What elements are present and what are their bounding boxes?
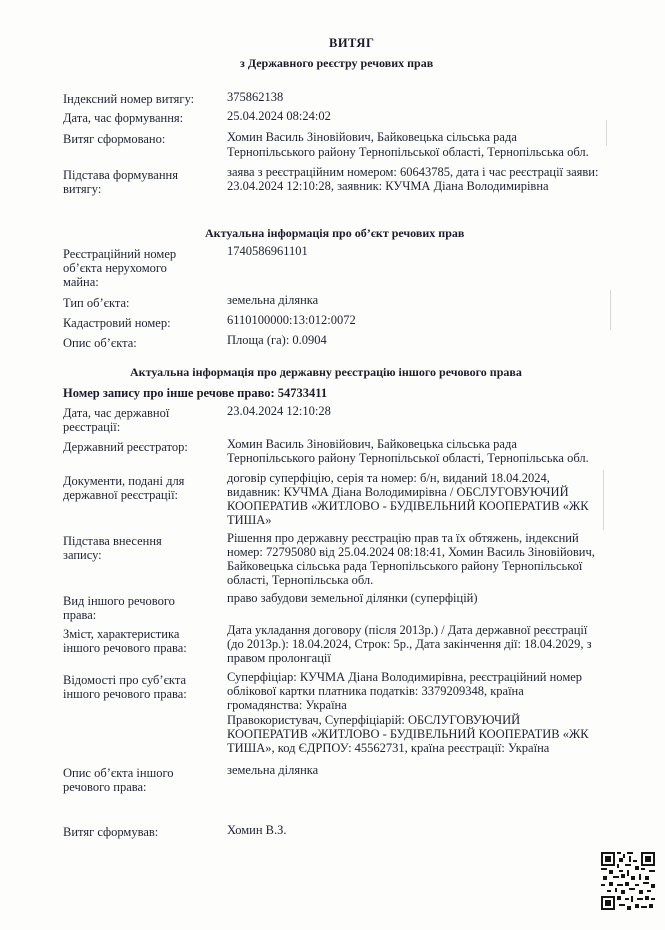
object-desc-value: земельна ділянка (227, 763, 319, 777)
content-label: Зміст, характеристика (63, 627, 180, 641)
index-value: 375862138 (227, 90, 284, 104)
content-line: правом пролонгації (227, 651, 331, 665)
right-type-value: право забудови земельної ділянки (суперфіцій) (227, 591, 478, 605)
reg-number-value: 1740586961101 (227, 244, 308, 258)
reg-datetime-label: реєстрації: (63, 420, 121, 434)
documents-label: Документи, подані для (63, 474, 185, 488)
entry-basis-line: Рішення про державну реєстрацію прав та їх обтяжень, індексний (227, 531, 579, 545)
subjects-label: іншого речового права: (63, 687, 187, 701)
content-line: (до 2013р.): 18.04.2024, Строк: 5р., Дата закінчення дії: 18.04.2029, з (227, 637, 592, 651)
documents-line: ТИША» (227, 513, 272, 527)
subject-line: Правокористувач, Суперфіціарій: ОБСЛУГОВУЮЧИЙ (227, 713, 521, 727)
scan-mark (606, 120, 607, 146)
document-subtitle: з Державного реєстру речових прав (240, 56, 434, 70)
object-section-heading: Актуальна інформація про об’єкт речових прав (205, 226, 465, 240)
subject-line: КООПЕРАТИВ «ЖИТЛОВО - БУДІВЕЛЬНИЙ КООПЕРАТИВ «ЖК (227, 727, 589, 741)
documents-line: КООПЕРАТИВ «ЖИТЛОВО - БУДІВЕЛЬНИЙ КООПЕРАТИВ «ЖК (227, 499, 589, 513)
description-value: Площа (га): 0.0904 (227, 333, 327, 347)
qr-code (601, 852, 655, 910)
reg-number-label: майна: (63, 275, 99, 289)
subject-line: облікової картки платника податків: 3379209348, країна (227, 684, 524, 698)
content-label: іншого речового права: (63, 641, 187, 655)
description-label: Опис об’єкта: (63, 336, 137, 350)
basis-label: витягу: (63, 182, 102, 196)
type-label: Тип об’єкта: (63, 296, 130, 310)
subjects-label: Відомості про суб’єкта (63, 673, 187, 687)
reg-number-label: Реєстраційний номер (63, 247, 177, 261)
scan-mark (603, 470, 604, 530)
entry-basis-line: Байковецька сільська рада Тернопільського району Тернопільської (227, 559, 583, 573)
basis-line: заява з реєстраційним номером: 60643785, дата і час реєстрації заяви: (227, 165, 599, 179)
cadastral-value: 6110100000:13:012:0072 (227, 313, 356, 327)
right-type-label: Вид іншого речового (63, 594, 175, 608)
document-title: ВИТЯГ (329, 36, 375, 50)
formed-by-footer-label: Витяг сформував: (63, 825, 159, 839)
formed-by-label: Витяг сформовано: (63, 132, 166, 146)
right-type-label: права: (63, 608, 97, 622)
entry-basis-label: Підстава внесення (63, 534, 162, 548)
documents-line: договір суперфіцію, серія та номер: б/н, виданий 18.04.2024, (227, 471, 550, 485)
index-label: Індексний номер витягу: (63, 92, 195, 106)
datetime-label: Дата, час формування: (63, 111, 184, 125)
registration-section-heading: Актуальна інформація про державну реєстрацію іншого речового права (130, 365, 522, 379)
documents-label: державної реєстрації: (63, 488, 179, 502)
entry-basis-label: запису: (63, 548, 102, 562)
basis-line: 23.04.2024 12:10:28, заявник: КУЧМА Діана Володимирівна (227, 179, 549, 193)
reg-datetime-value: 23.04.2024 12:10:28 (227, 404, 331, 418)
reg-datetime-label: Дата, час державної (63, 406, 170, 420)
documents-line: видавник: КУЧМА Діана Володимирівна / ОБСЛУГОВУЮЧИЙ (227, 485, 569, 499)
type-value: земельна ділянка (227, 293, 319, 307)
subject-line: ТИША», код ЄДРПОУ: 45562731, країна реєстрації: Україна (227, 741, 550, 755)
subject-line: громадянства: Україна (227, 698, 347, 712)
datetime-value: 25.04.2024 08:24:02 (227, 109, 331, 123)
formed-by-footer-value: Хомин В.З. (227, 823, 287, 837)
object-desc-label: Опис об’єкта іншого (63, 766, 174, 780)
scan-mark (610, 290, 611, 330)
formed-by-line: Тернопільського району Тернопільської області, Тернопільська обл. (227, 145, 589, 159)
entry-basis-line: області, Тернопільська обл. (227, 573, 374, 587)
registrar-line: Тернопільського району Тернопільської області, Тернопільська обл. (227, 451, 589, 465)
basis-label: Підстава формування (63, 168, 178, 182)
record-number: Номер запису про інше речове право: 54733411 (63, 386, 328, 400)
subject-line: Суперфіціар: КУЧМА Діана Володимирівна, реєстраційний номер (227, 670, 583, 684)
registrar-line: Хомин Василь Зіновійович, Байковецька сільська рада (227, 437, 517, 451)
registrar-label: Державний реєстратор: (63, 440, 188, 454)
object-desc-label: речового права: (63, 780, 147, 794)
formed-by-line: Хомин Василь Зіновійович, Байковецька сільська рада (227, 130, 517, 144)
entry-basis-line: номер: 72795080 від 25.04.2024 08:18:41, Хомин Василь Зіновійович, (227, 545, 595, 559)
content-line: Дата укладання договору (після 2013р.) / Дата державної реєстрації (227, 623, 588, 637)
cadastral-label: Кадастровий номер: (63, 316, 171, 330)
reg-number-label: об’єкта нерухомого (63, 261, 167, 275)
